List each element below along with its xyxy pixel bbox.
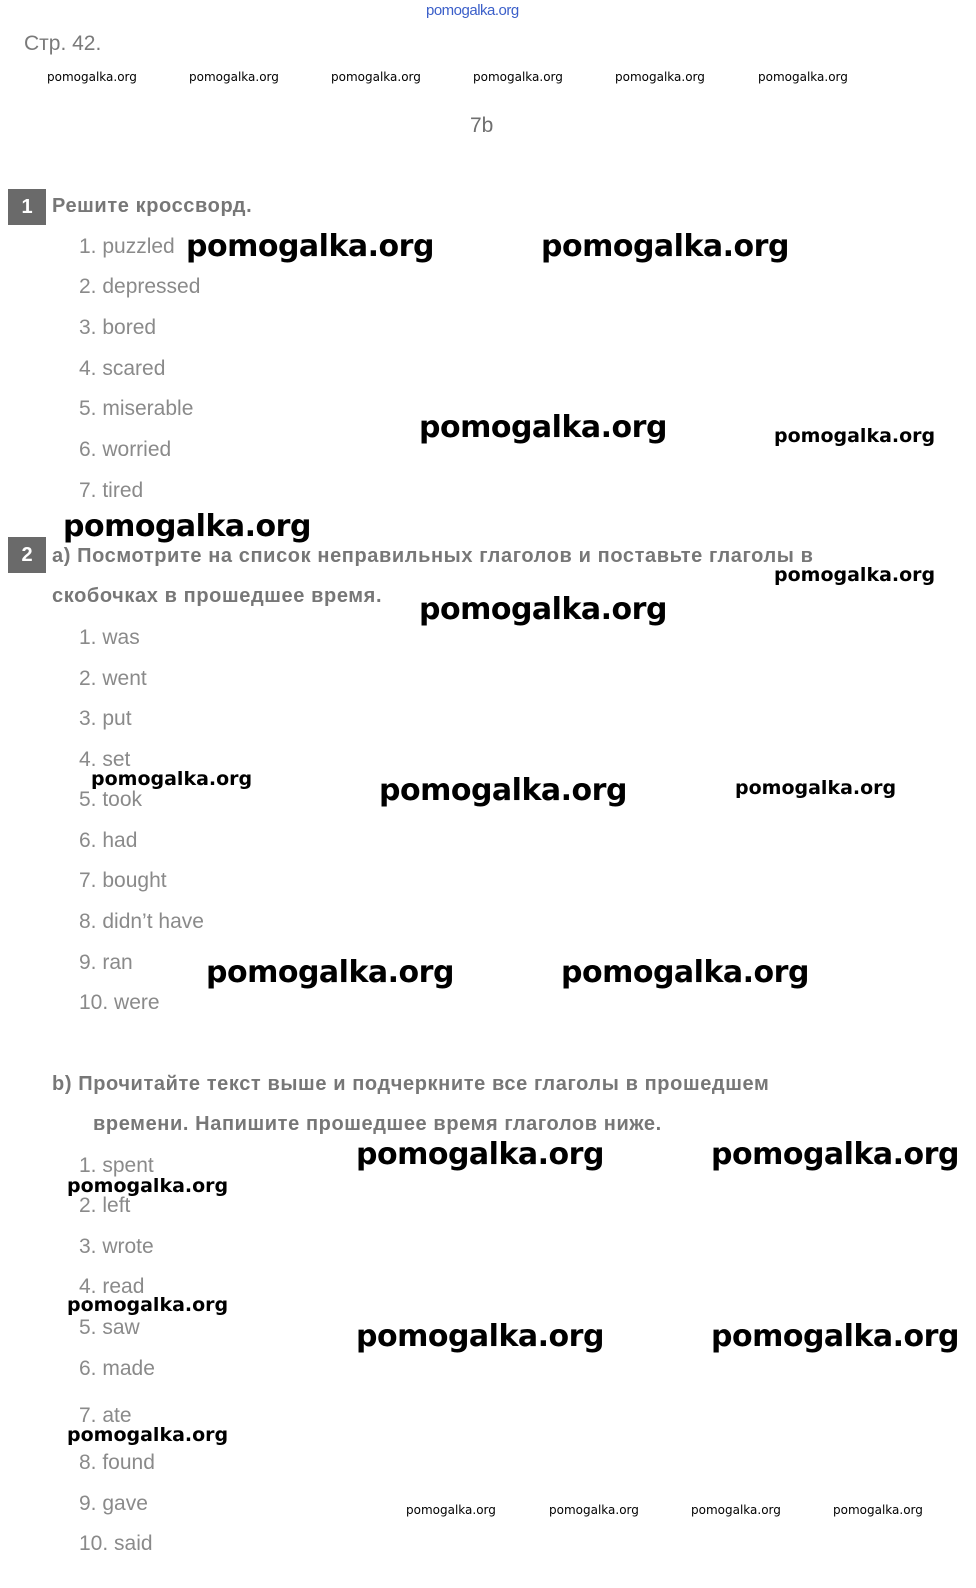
- watermark: pomogalka.org: [47, 70, 137, 84]
- watermark: pomogalka.org: [67, 1424, 229, 1446]
- watermark: pomogalka.org: [758, 70, 848, 84]
- watermark: pomogalka.org: [189, 70, 279, 84]
- exercise-number-badge: 2: [8, 537, 46, 573]
- watermark: pomogalka.org: [419, 592, 667, 627]
- watermark: pomogalka.org: [206, 955, 454, 990]
- unit-title: 7b: [470, 114, 494, 137]
- answer-item: 10. were: [79, 991, 160, 1014]
- answer-item: 2. went: [79, 667, 147, 690]
- exercise-2a-instruction: a) Посмотрите на список неправильных глаголов и поставьте глаголы в: [52, 545, 814, 567]
- watermark: pomogalka.org: [356, 1319, 604, 1354]
- answer-item: 1. spent: [79, 1154, 154, 1177]
- watermark: pomogalka.org: [615, 70, 705, 84]
- watermark: pomogalka.org: [379, 773, 627, 808]
- watermark: pomogalka.org: [67, 1175, 229, 1197]
- answer-item: 10. said: [79, 1532, 153, 1555]
- watermark: pomogalka.org: [67, 1294, 229, 1316]
- answer-item: 7. bought: [79, 869, 167, 892]
- watermark: pomogalka.org: [541, 229, 789, 264]
- watermark: pomogalka.org: [186, 229, 434, 264]
- answer-item: 6. worried: [79, 438, 172, 461]
- watermark: pomogalka.org: [473, 70, 563, 84]
- answer-item: 6. made: [79, 1357, 155, 1380]
- answer-item: 2. left: [79, 1194, 131, 1217]
- answer-item: 9. gave: [79, 1492, 148, 1515]
- answer-item: 4. set: [79, 748, 131, 771]
- watermark: pomogalka.org: [774, 564, 936, 586]
- watermark: pomogalka.org: [691, 1503, 781, 1517]
- answer-item: 9. ran: [79, 951, 133, 974]
- watermark: pomogalka.org: [735, 777, 897, 799]
- answer-item: 5. saw: [79, 1316, 140, 1339]
- page-number: Стр. 42.: [24, 32, 102, 55]
- watermark: pomogalka.org: [711, 1319, 959, 1354]
- watermark: pomogalka.org: [419, 410, 667, 445]
- watermark-row-top: [0, 70, 976, 88]
- watermark: pomogalka.org: [833, 1503, 923, 1517]
- watermark: pomogalka.org: [406, 1503, 496, 1517]
- answer-item: 5. miserable: [79, 397, 194, 420]
- watermark: pomogalka.org: [331, 70, 421, 84]
- answer-item: 7. tired: [79, 479, 144, 502]
- answer-item: 8. didn’t have: [79, 910, 204, 933]
- answer-item: 1. was: [79, 626, 140, 649]
- answer-item: 3. bored: [79, 316, 157, 339]
- watermark: pomogalka.org: [561, 955, 809, 990]
- answer-item: 8. found: [79, 1451, 155, 1474]
- exercise-2b-instruction-cont: времени. Напишите прошедшее время глаголов ниже.: [93, 1113, 662, 1135]
- exercise-number-badge: 1: [8, 189, 46, 225]
- answer-item: 2. depressed: [79, 275, 201, 298]
- answer-item: 1. puzzled: [79, 235, 175, 258]
- answer-item: 7. ate: [79, 1404, 132, 1427]
- watermark: pomogalka.org: [356, 1137, 604, 1172]
- watermark: pomogalka.org: [91, 768, 253, 790]
- answer-item: 6. had: [79, 829, 138, 852]
- exercise-2a-instruction-cont: скобочках в прошедшее время.: [52, 585, 383, 607]
- watermark: pomogalka.org: [63, 509, 311, 544]
- answer-item: 3. put: [79, 707, 132, 730]
- answer-item: 4. scared: [79, 357, 166, 380]
- watermark: pomogalka.org: [774, 425, 936, 447]
- answer-item: 3. wrote: [79, 1235, 154, 1258]
- site-logo: pomogalka.org: [426, 2, 519, 19]
- answer-item: 4. read: [79, 1275, 145, 1298]
- watermark: pomogalka.org: [549, 1503, 639, 1517]
- exercise-1-instruction: Решите кроссворд.: [52, 195, 253, 217]
- exercise-2b-instruction: b) Прочитайте текст выше и подчеркните все глаголы в прошедшем: [52, 1073, 770, 1095]
- answer-item: 5. took: [79, 788, 143, 811]
- watermark: pomogalka.org: [711, 1137, 959, 1172]
